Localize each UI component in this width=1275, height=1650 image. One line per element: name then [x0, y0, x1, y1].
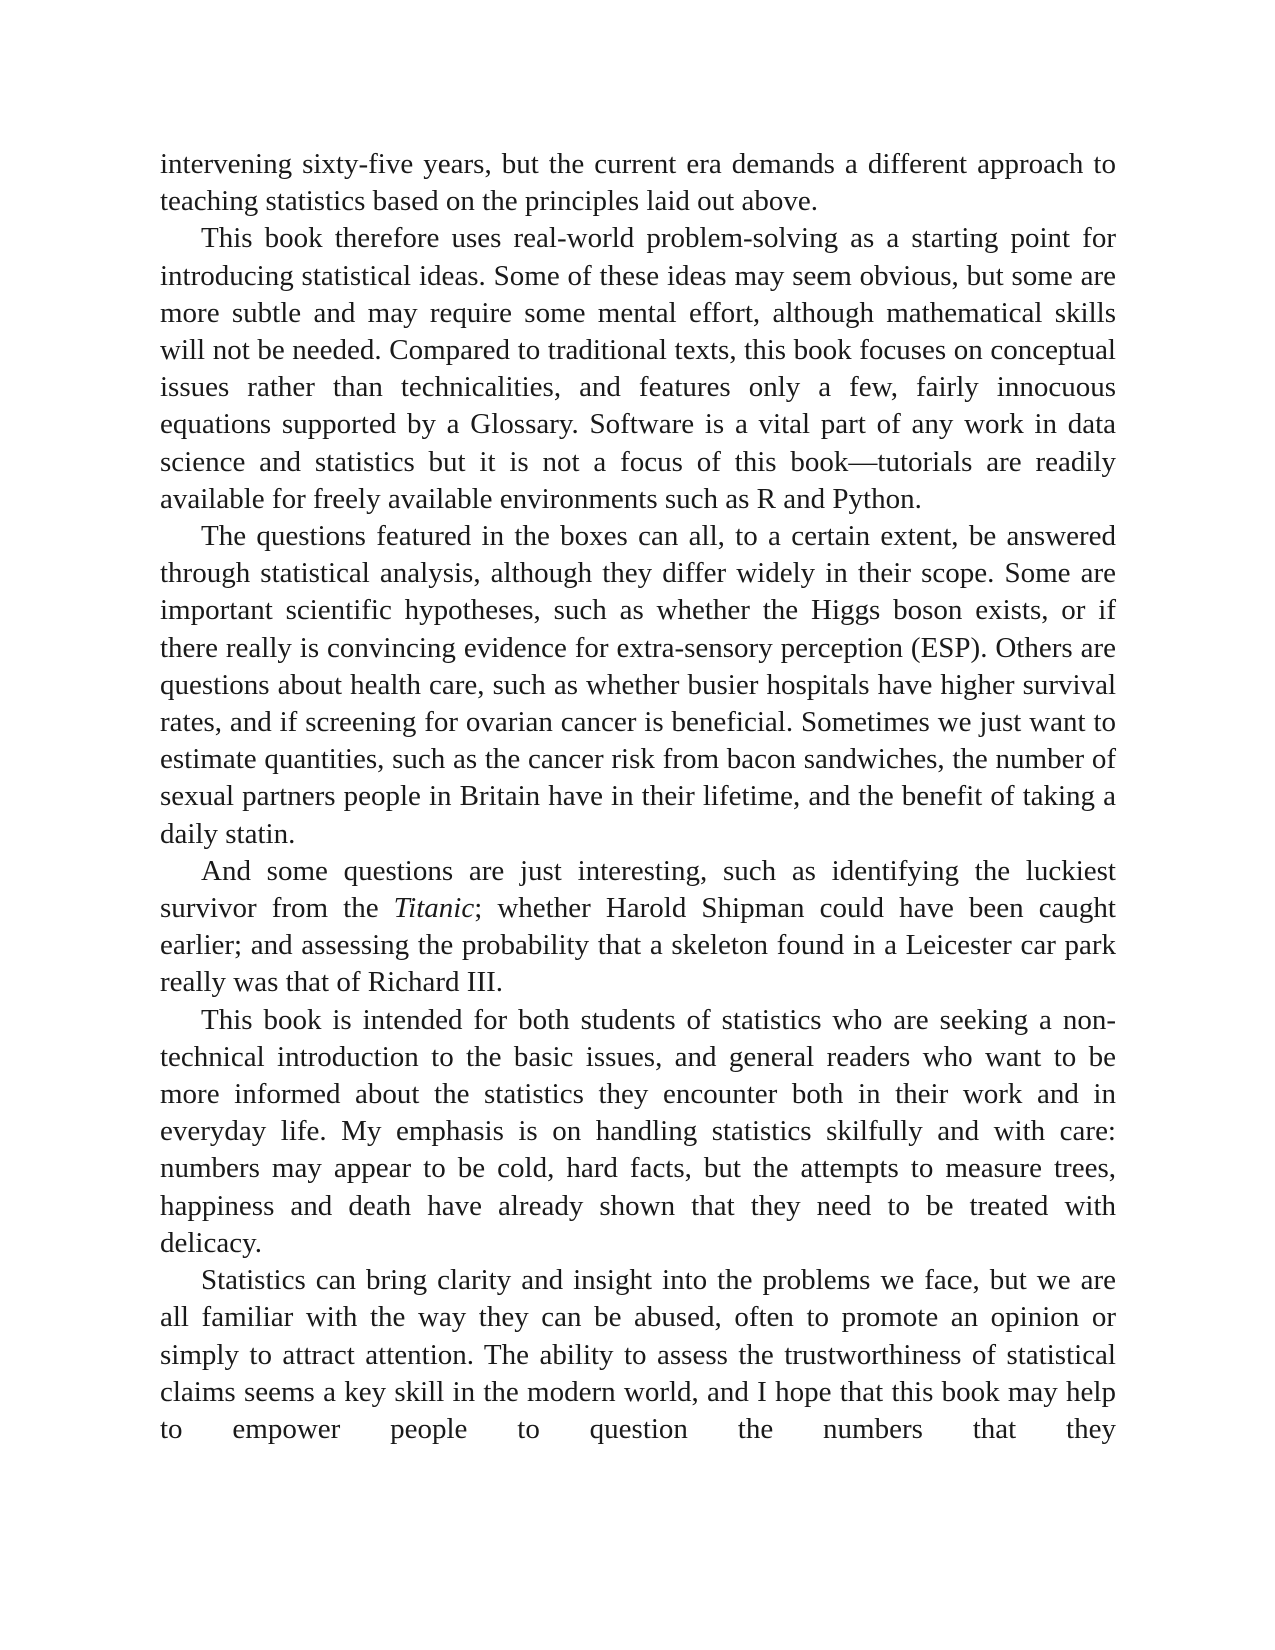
paragraph-interesting-questions — [160, 853, 1116, 1002]
body-text — [160, 146, 1116, 1448]
paragraph-text: Statistics can bring clarity and insight into the problems we face, but we are all familiar with the way they can be abused, often to promote an opinion or simply to attract attention. The ability to assess the trustworthiness of statistical claims seems a key skill in the modern world, and I hope that this book may help to empower people to question the numbers that they — [160, 1264, 1116, 1445]
paragraph-text: This book therefore uses real-world problem-solving as a starting point for introducing statistical ideas. Some of these ideas may seem obvious, but some are more subtle and may require some mental effort, although mathematical skills will not be needed. Compared to traditional texts, this book focuses on conceptual issues rather than technicalities, and features only a few, fairly innocuous equations supported by a Glossary. Software is a vital part of any work in data science and statistics but it is not a focus of this book—tutorials are readily available for freely available environments such as R and Python. — [160, 222, 1116, 515]
paragraph-text: intervening sixty-five years, but the current era demands a different approach to teaching statistics based on the principles laid out above. — [160, 148, 1116, 218]
paragraph-box-questions — [160, 518, 1116, 853]
paragraph-text: ; whether Harold Shipman could have been caught earlier; and assessing the probability that a skeleton found in a Leicester car park really was that of Richard III. — [160, 892, 1116, 999]
paragraph-book-approach — [160, 220, 1116, 518]
paragraph-text: And some questions are just interesting, such as identifying the luckiest survivor from the — [160, 854, 1116, 925]
paragraph-intended-audience — [160, 1002, 1116, 1262]
titanic-italic: Titanic — [393, 892, 475, 925]
paragraph-clarity-insight — [160, 1262, 1116, 1448]
paragraph-text: The questions featured in the boxes can all, to a certain extent, be answered through statistical analysis, although they differ widely in their scope. Some are important scientific hypotheses, such as whether the Higgs boson exists, or if there really is convincing evidence for extra-sensory perception (ESP). Others are questions about health care, such as whether busier hospitals have higher survival rates, and if screening for ovarian cancer is beneficial. Sometimes we just want to estimate quantities, such as the cancer risk from bacon sandwiches, the number of sexual partners people in Britain have in their lifetime, and the benefit of taking a daily statin. — [160, 520, 1116, 850]
paragraph-continued — [160, 146, 1116, 220]
paragraph-text: This book is intended for both students of statistics who are seeking a non-technical introduction to the basic issues, and general readers who want to be more informed about the statistics they encounter both in their work and in everyday life. My emphasis is on handling statistics skilfully and with care: numbers may appear to be cold, hard facts, but the attempts to measure trees, happiness and death have already shown that they need to be treated with delicacy. — [160, 1003, 1116, 1259]
